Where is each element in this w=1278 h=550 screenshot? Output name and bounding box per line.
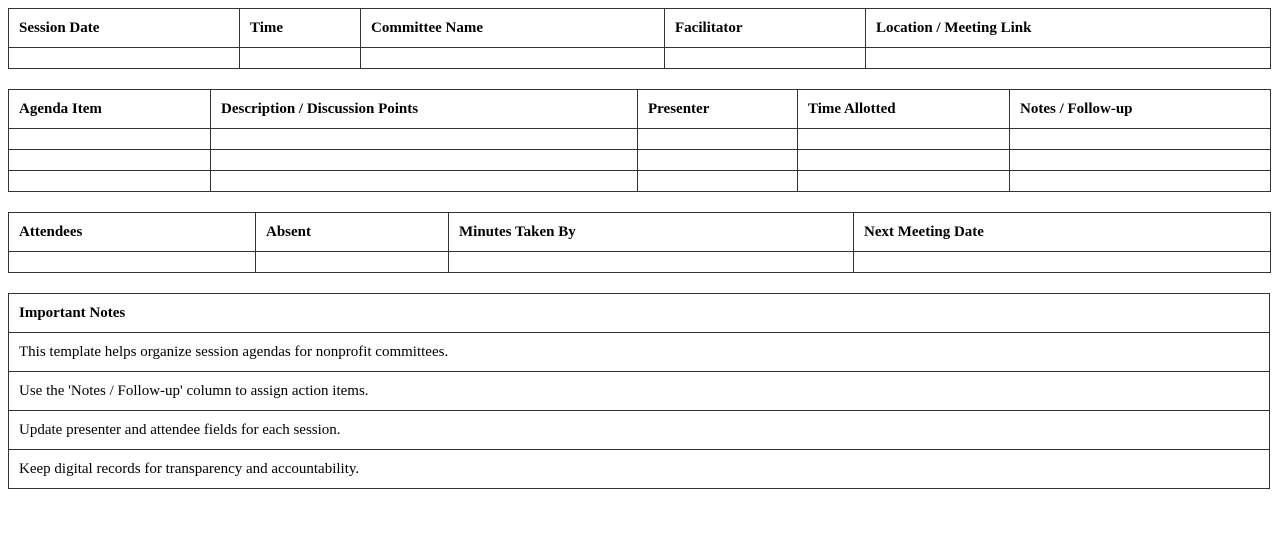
- note-item: This template helps organize session agendas for nonprofit committees.: [9, 333, 1270, 372]
- absent-cell[interactable]: [256, 252, 449, 273]
- table-row: [9, 450, 1270, 489]
- description-cell[interactable]: [211, 129, 638, 150]
- table-row: [9, 252, 1271, 273]
- table-row: [9, 48, 1271, 69]
- table-row: [9, 372, 1270, 411]
- note-item: Keep digital records for transparency and accountability.: [9, 450, 1270, 489]
- table-header-row: [9, 213, 1271, 252]
- presenter-cell[interactable]: [638, 171, 798, 192]
- attendees-cell[interactable]: [9, 252, 256, 273]
- notes-follow-up-cell[interactable]: [1010, 171, 1271, 192]
- agenda-item-cell[interactable]: [9, 171, 211, 192]
- table-header-row: [9, 9, 1271, 48]
- time-allotted-cell[interactable]: [798, 129, 1010, 150]
- header-facilitator: Facilitator: [665, 9, 866, 48]
- location-cell[interactable]: [866, 48, 1271, 69]
- notes-follow-up-cell[interactable]: [1010, 150, 1271, 171]
- header-committee-name: Committee Name: [361, 9, 665, 48]
- time-allotted-cell[interactable]: [798, 171, 1010, 192]
- table-row: [9, 150, 1271, 171]
- header-agenda-item: Agenda Item: [9, 90, 211, 129]
- description-cell[interactable]: [211, 150, 638, 171]
- note-item: Use the 'Notes / Follow-up' column to assign action items.: [9, 372, 1270, 411]
- important-notes-table: [8, 293, 1270, 489]
- facilitator-cell[interactable]: [665, 48, 866, 69]
- header-presenter: Presenter: [638, 90, 798, 129]
- header-important-notes: Important Notes: [9, 294, 1270, 333]
- next-meeting-date-cell[interactable]: [854, 252, 1271, 273]
- attendance-table: [8, 212, 1271, 273]
- agenda-document: [8, 8, 1270, 509]
- header-time-allotted: Time Allotted: [798, 90, 1010, 129]
- minutes-taken-by-cell[interactable]: [449, 252, 854, 273]
- session-date-cell[interactable]: [9, 48, 240, 69]
- agenda-item-cell[interactable]: [9, 150, 211, 171]
- agenda-item-cell[interactable]: [9, 129, 211, 150]
- time-cell[interactable]: [240, 48, 361, 69]
- table-header-row: [9, 294, 1270, 333]
- committee-name-cell[interactable]: [361, 48, 665, 69]
- note-item: Update presenter and attendee fields for each session.: [9, 411, 1270, 450]
- table-row: [9, 333, 1270, 372]
- header-description: Description / Discussion Points: [211, 90, 638, 129]
- header-absent: Absent: [256, 213, 449, 252]
- time-allotted-cell[interactable]: [798, 150, 1010, 171]
- description-cell[interactable]: [211, 171, 638, 192]
- header-minutes-taken-by: Minutes Taken By: [449, 213, 854, 252]
- table-row: [9, 129, 1271, 150]
- table-header-row: [9, 90, 1271, 129]
- header-notes-follow-up: Notes / Follow-up: [1010, 90, 1271, 129]
- table-row: [9, 171, 1271, 192]
- header-session-date: Session Date: [9, 9, 240, 48]
- header-next-meeting-date: Next Meeting Date: [854, 213, 1271, 252]
- presenter-cell[interactable]: [638, 129, 798, 150]
- header-attendees: Attendees: [9, 213, 256, 252]
- presenter-cell[interactable]: [638, 150, 798, 171]
- table-row: [9, 411, 1270, 450]
- header-time: Time: [240, 9, 361, 48]
- header-location: Location / Meeting Link: [866, 9, 1271, 48]
- notes-follow-up-cell[interactable]: [1010, 129, 1271, 150]
- agenda-table: [8, 89, 1271, 192]
- session-info-table: [8, 8, 1271, 69]
